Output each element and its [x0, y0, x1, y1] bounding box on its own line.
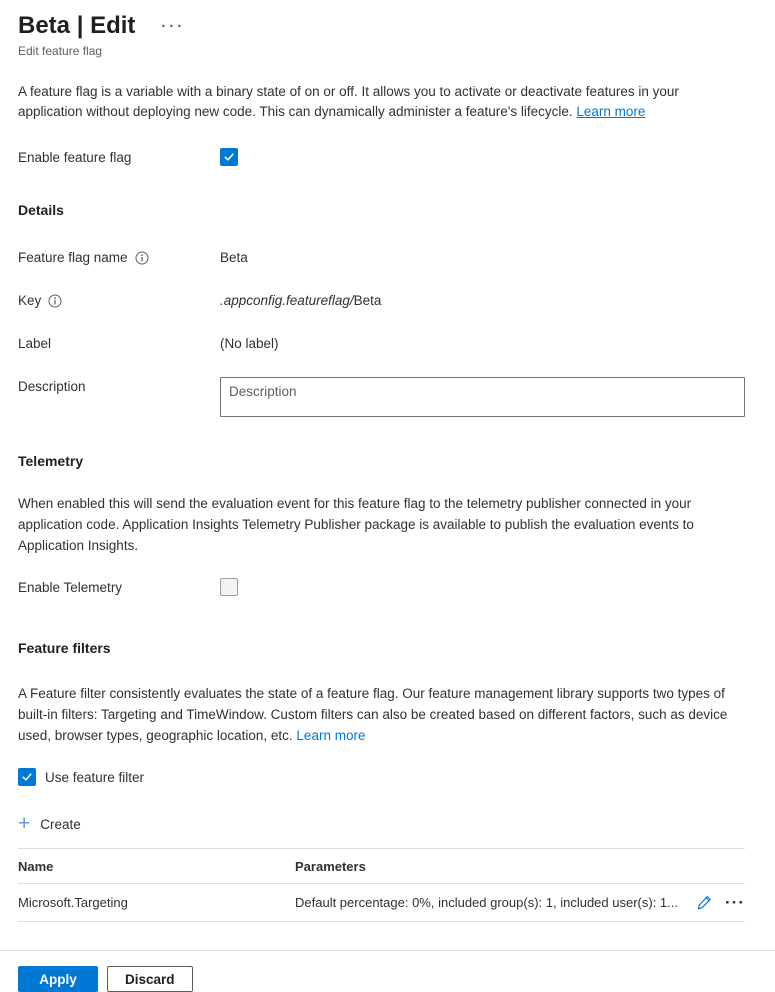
more-menu-icon[interactable]: ··· [161, 18, 186, 35]
column-header-name: Name [18, 858, 54, 874]
row-more-icon[interactable]: ··· [725, 892, 745, 912]
feature-filters-paragraph [18, 683, 745, 746]
intro-text: A feature flag is a variable with a binary state of on or off. It allows you to activate or deactivate features in your application without deploying new code. This can dynamically administer a feature's lifecycle. [18, 84, 679, 119]
apply-button[interactable]: Apply [18, 966, 98, 992]
label-field-value: (No label) [220, 336, 279, 351]
key-row [18, 291, 745, 308]
header [18, 12, 745, 40]
enable-feature-flag-label: Enable feature flag [18, 150, 132, 165]
checkmark-icon [223, 151, 235, 163]
filter-name-cell: Microsoft.Targeting [18, 895, 128, 910]
table-bottom-divider [18, 921, 745, 922]
label-row [18, 334, 745, 351]
key-prefix: .appconfig.featureflag/ [220, 293, 354, 308]
page-subtitle: Edit feature flag [18, 44, 103, 58]
checkmark-icon [21, 771, 33, 783]
feature-flag-name-label: Feature flag name [18, 250, 128, 265]
footer-actions [18, 966, 745, 992]
details-heading: Details [18, 202, 64, 218]
info-icon[interactable] [135, 251, 149, 265]
table-row[interactable] [18, 884, 745, 921]
intro-learn-more-link[interactable]: Learn more [576, 104, 646, 119]
feature-flag-name-row [18, 248, 745, 265]
create-filter-button[interactable] [18, 812, 81, 835]
column-header-parameters: Parameters [295, 858, 366, 874]
description-label: Description [18, 379, 86, 394]
use-feature-filter-checkbox[interactable] [18, 768, 36, 786]
enable-feature-flag-checkbox[interactable] [220, 148, 238, 166]
key-label: Key [18, 293, 42, 308]
edit-pencil-icon [696, 894, 713, 911]
page-title: Beta | Edit [18, 12, 136, 39]
feature-filters-table [18, 848, 745, 922]
filter-parameters-cell: Default percentage: 0%, included group(s): 1, included user(s): 1... [295, 895, 678, 910]
enable-telemetry-row [18, 578, 745, 596]
discard-button[interactable]: Discard [107, 966, 193, 992]
footer-divider [0, 950, 775, 951]
feature-filters-heading: Feature filters [18, 640, 111, 656]
use-feature-filter-row [18, 768, 745, 786]
edit-filter-button[interactable] [696, 894, 713, 911]
create-filter-label: Create [40, 816, 81, 832]
description-input[interactable] [220, 377, 745, 417]
telemetry-heading: Telemetry [18, 453, 84, 469]
enable-feature-flag-row [18, 148, 745, 166]
feature-filters-learn-more-link[interactable]: Learn more [296, 728, 366, 743]
label-field-label: Label [18, 336, 52, 351]
use-feature-filter-label: Use feature filter [45, 769, 145, 785]
info-icon[interactable] [48, 294, 62, 308]
key-name: Beta [353, 293, 382, 308]
telemetry-paragraph: When enabled this will send the evaluation event for this feature flag to the telemetry publisher connected in your application code. Application Insights Telemetry Publisher package is available to publish the evaluation events to Application Insights. [18, 496, 694, 553]
feature-filters-text: A Feature filter consistently evaluates the state of a feature flag. Our feature management library supports two types of built-in filters: Targeting and TimeWindow. Custom filters can also be created based on different factors, such as device used, browser types, geographic location, etc. [18, 686, 728, 743]
table-header-row [18, 849, 745, 883]
key-value [220, 291, 381, 308]
description-row [18, 377, 745, 417]
enable-telemetry-checkbox[interactable] [220, 578, 238, 596]
enable-telemetry-label: Enable Telemetry [18, 580, 123, 595]
intro-paragraph [18, 82, 745, 122]
plus-icon: + [18, 812, 31, 835]
feature-flag-name-value: Beta [220, 250, 248, 265]
